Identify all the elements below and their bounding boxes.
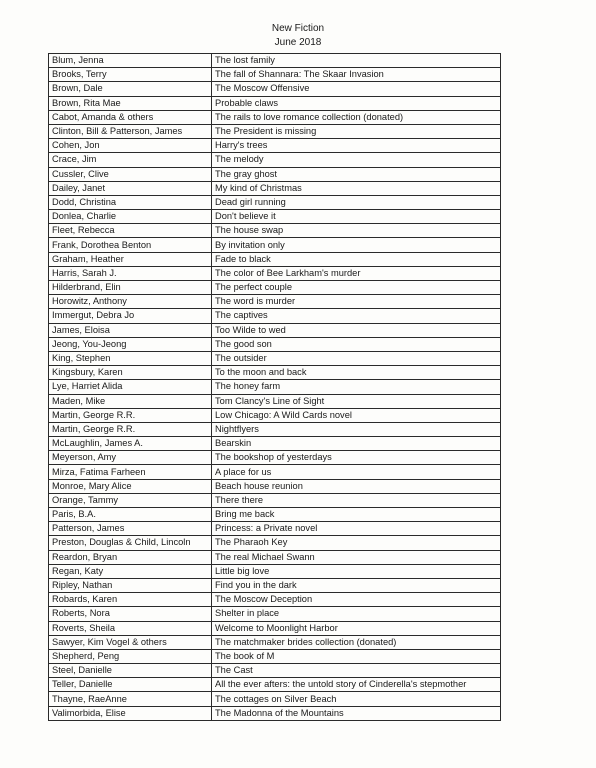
table-row — [49, 635, 501, 649]
author-cell: Kingsbury, Karen — [49, 366, 212, 380]
title-cell: The Madonna of the Mountains — [212, 706, 501, 720]
title-cell: Dead girl running — [212, 195, 501, 209]
title-cell: Probable claws — [212, 96, 501, 110]
table-row — [49, 195, 501, 209]
title-cell: The lost family — [212, 54, 501, 68]
table-row — [49, 593, 501, 607]
author-cell: Fleet, Rebecca — [49, 224, 212, 238]
table-row — [49, 238, 501, 252]
table-row — [49, 678, 501, 692]
table-row — [49, 68, 501, 82]
book-list — [49, 54, 501, 721]
table-row — [49, 124, 501, 138]
author-cell: Preston, Douglas & Child, Lincoln — [49, 536, 212, 550]
author-cell: Monroe, Mary Alice — [49, 479, 212, 493]
title-cell: The fall of Shannara: The Skaar Invasion — [212, 68, 501, 82]
title-cell: The melody — [212, 153, 501, 167]
title-cell: The Moscow Deception — [212, 593, 501, 607]
title-cell: The Cast — [212, 664, 501, 678]
table-row — [49, 110, 501, 124]
title-cell: The outsider — [212, 351, 501, 365]
author-cell: Blum, Jenna — [49, 54, 212, 68]
author-cell: Shepherd, Peng — [49, 649, 212, 663]
new-fiction-table — [48, 53, 501, 721]
title-cell: The book of M — [212, 649, 501, 663]
table-row — [49, 181, 501, 195]
author-cell: Brooks, Terry — [49, 68, 212, 82]
title-cell: All the ever afters: the untold story of Cinderella's stepmother — [212, 678, 501, 692]
author-cell: Jeong, You-Jeong — [49, 337, 212, 351]
table-row — [49, 309, 501, 323]
table-row — [49, 380, 501, 394]
author-cell: Frank, Dorothea Benton — [49, 238, 212, 252]
author-cell: McLaughlin, James A. — [49, 437, 212, 451]
table-row — [49, 706, 501, 720]
author-cell: James, Eloisa — [49, 323, 212, 337]
table-row — [49, 224, 501, 238]
author-cell: Maden, Mike — [49, 394, 212, 408]
author-cell: King, Stephen — [49, 351, 212, 365]
author-cell: Graham, Heather — [49, 252, 212, 266]
title-cell: The bookshop of yesterdays — [212, 451, 501, 465]
title-cell: There there — [212, 493, 501, 507]
title-cell: Beach house reunion — [212, 479, 501, 493]
table-row — [49, 54, 501, 68]
author-cell: Steel, Danielle — [49, 664, 212, 678]
title-cell: Bearskin — [212, 437, 501, 451]
table-row — [49, 281, 501, 295]
title-cell: The real Michael Swann — [212, 550, 501, 564]
title-cell: Harry's trees — [212, 139, 501, 153]
author-cell: Cohen, Jon — [49, 139, 212, 153]
author-cell: Roverts, Sheila — [49, 621, 212, 635]
author-cell: Reardon, Bryan — [49, 550, 212, 564]
table-row — [49, 351, 501, 365]
title-cell: The gray ghost — [212, 167, 501, 181]
table-row — [49, 607, 501, 621]
author-cell: Robards, Karen — [49, 593, 212, 607]
title-cell: Little big love — [212, 564, 501, 578]
table-row — [49, 522, 501, 536]
table-row — [49, 564, 501, 578]
author-cell: Lye, Harriet Alida — [49, 380, 212, 394]
author-cell: Immergut, Debra Jo — [49, 309, 212, 323]
table-row — [49, 408, 501, 422]
title-cell: Fade to black — [212, 252, 501, 266]
table-row — [49, 536, 501, 550]
author-cell: Clinton, Bill & Patterson, James — [49, 124, 212, 138]
author-cell: Cabot, Amanda & others — [49, 110, 212, 124]
table-row — [49, 323, 501, 337]
title-cell: Too Wilde to wed — [212, 323, 501, 337]
table-row — [49, 366, 501, 380]
title-cell: My kind of Christmas — [212, 181, 501, 195]
author-cell: Dodd, Christina — [49, 195, 212, 209]
author-cell: Paris, B.A. — [49, 508, 212, 522]
title-cell: The house swap — [212, 224, 501, 238]
author-cell: Cussler, Clive — [49, 167, 212, 181]
table-row — [49, 153, 501, 167]
author-cell: Dailey, Janet — [49, 181, 212, 195]
title-cell: By invitation only — [212, 238, 501, 252]
author-cell: Meyerson, Amy — [49, 451, 212, 465]
title-cell: Princess: a Private novel — [212, 522, 501, 536]
author-cell: Patterson, James — [49, 522, 212, 536]
table-row — [49, 295, 501, 309]
title-cell: The Pharaoh Key — [212, 536, 501, 550]
table-row — [49, 266, 501, 280]
table-row — [49, 493, 501, 507]
table-row — [49, 550, 501, 564]
table-row — [49, 96, 501, 110]
title-cell: Don't believe it — [212, 210, 501, 224]
table-row — [49, 337, 501, 351]
title-cell: Shelter in place — [212, 607, 501, 621]
title-cell: The perfect couple — [212, 281, 501, 295]
table-row — [49, 621, 501, 635]
title-cell: The Moscow Offensive — [212, 82, 501, 96]
author-cell: Orange, Tammy — [49, 493, 212, 507]
table-row — [49, 508, 501, 522]
title-cell: The matchmaker brides collection (donated) — [212, 635, 501, 649]
table-row — [49, 210, 501, 224]
author-cell: Roberts, Nora — [49, 607, 212, 621]
title-cell: Low Chicago: A Wild Cards novel — [212, 408, 501, 422]
author-cell: Harris, Sarah J. — [49, 266, 212, 280]
title-cell: The rails to love romance collection (donated) — [212, 110, 501, 124]
author-cell: Hilderbrand, Elin — [49, 281, 212, 295]
title-cell: A place for us — [212, 465, 501, 479]
author-cell: Horowitz, Anthony — [49, 295, 212, 309]
table-row — [49, 451, 501, 465]
title-cell: Nightflyers — [212, 422, 501, 436]
page-date: June 2018 — [274, 37, 322, 48]
table-row — [49, 437, 501, 451]
author-cell: Valimorbida, Elise — [49, 706, 212, 720]
table-row — [49, 139, 501, 153]
title-cell: Tom Clancy's Line of Sight — [212, 394, 501, 408]
title-cell: The President is missing — [212, 124, 501, 138]
title-cell: Bring me back — [212, 508, 501, 522]
title-cell: The color of Bee Larkham's murder — [212, 266, 501, 280]
table-row — [49, 82, 501, 96]
author-cell: Ripley, Nathan — [49, 578, 212, 592]
author-cell: Brown, Dale — [49, 82, 212, 96]
author-cell: Crace, Jim — [49, 153, 212, 167]
title-cell: The cottages on Silver Beach — [212, 692, 501, 706]
author-cell: Regan, Katy — [49, 564, 212, 578]
title-cell: The honey farm — [212, 380, 501, 394]
title-cell: To the moon and back — [212, 366, 501, 380]
title-cell: The captives — [212, 309, 501, 323]
table-row — [49, 479, 501, 493]
author-cell: Donlea, Charlie — [49, 210, 212, 224]
table-row — [49, 649, 501, 663]
table-row — [49, 465, 501, 479]
table-row — [49, 578, 501, 592]
author-cell: Brown, Rita Mae — [49, 96, 212, 110]
title-cell: The good son — [212, 337, 501, 351]
table-row — [49, 252, 501, 266]
table-row — [49, 422, 501, 436]
table-row — [49, 692, 501, 706]
title-cell: Welcome to Moonlight Harbor — [212, 621, 501, 635]
author-cell: Thayne, RaeAnne — [49, 692, 212, 706]
author-cell: Teller, Danielle — [49, 678, 212, 692]
title-cell: Find you in the dark — [212, 578, 501, 592]
author-cell: Martin, George R.R. — [49, 408, 212, 422]
title-cell: The word is murder — [212, 295, 501, 309]
table-row — [49, 664, 501, 678]
author-cell: Sawyer, Kim Vogel & others — [49, 635, 212, 649]
table-row — [49, 167, 501, 181]
author-cell: Martin, George R.R. — [49, 422, 212, 436]
table-row — [49, 394, 501, 408]
author-cell: Mirza, Fatima Farheen — [49, 465, 212, 479]
page-title: New Fiction — [271, 23, 325, 34]
